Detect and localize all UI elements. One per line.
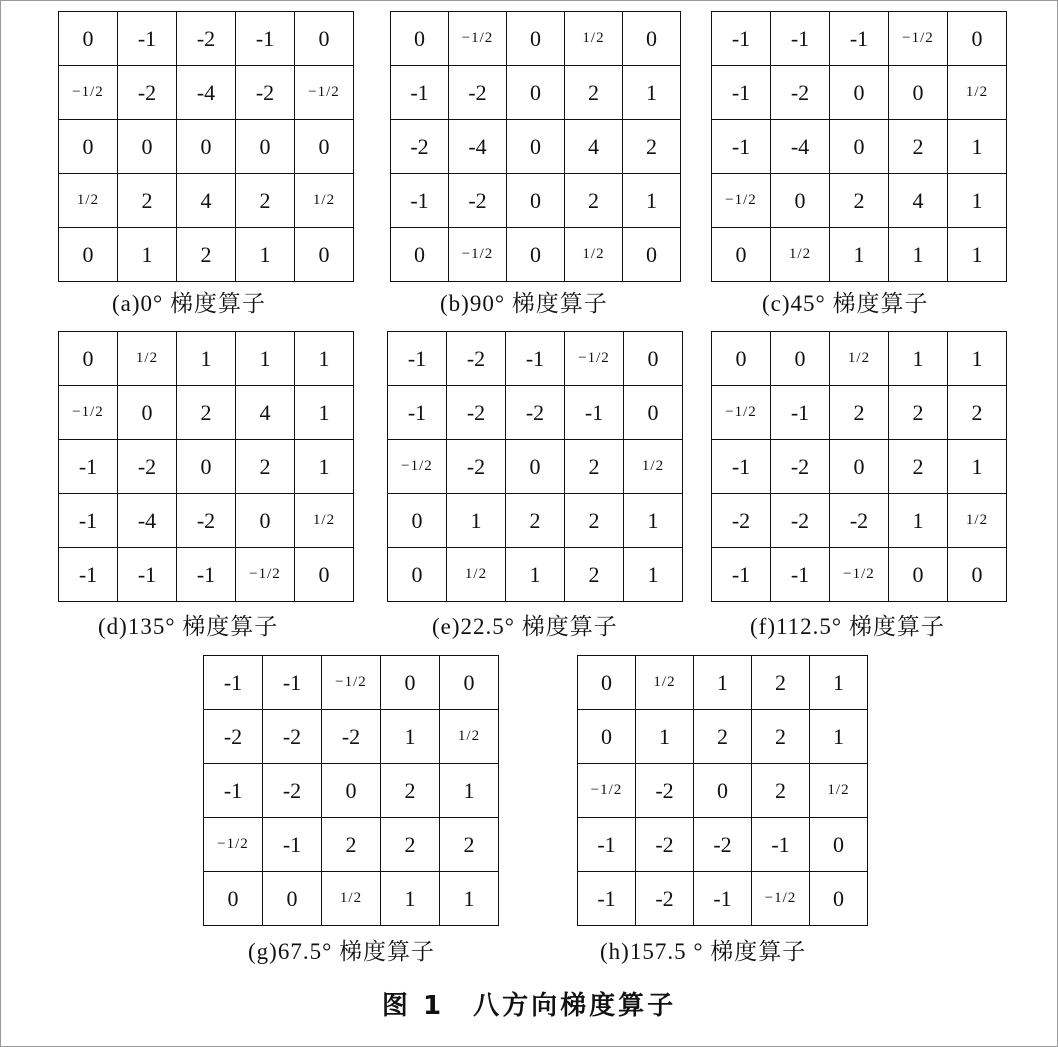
kernel-cell: −1/2 bbox=[449, 228, 507, 282]
kernel-cell: 1 bbox=[118, 228, 177, 282]
kernel-cell: -1 bbox=[712, 120, 771, 174]
kernel-cell: 2 bbox=[236, 440, 295, 494]
kernel-cell: 1/2 bbox=[118, 332, 177, 386]
kernel-cell: 0 bbox=[388, 494, 447, 548]
kernel-row bbox=[391, 66, 681, 120]
kernel-grid-135deg bbox=[58, 331, 354, 602]
kernel-cell: -1 bbox=[565, 386, 624, 440]
kernel-cell: 4 bbox=[177, 174, 236, 228]
kernel-cell: 2 bbox=[381, 818, 440, 872]
caption-d: (d)135° 梯度算子 bbox=[98, 614, 279, 639]
kernel-panel-g bbox=[203, 655, 499, 926]
kernel-cell: 0 bbox=[263, 872, 322, 926]
kernel-cell: 0 bbox=[507, 120, 565, 174]
kernel-cell: 0 bbox=[578, 656, 636, 710]
caption-b: (b)90° 梯度算子 bbox=[440, 291, 608, 316]
caption-a: (a)0° 梯度算子 bbox=[112, 291, 266, 316]
kernel-row bbox=[578, 818, 868, 872]
kernel-row bbox=[391, 12, 681, 66]
kernel-cell: 2 bbox=[177, 228, 236, 282]
kernel-panel-c bbox=[711, 11, 1007, 282]
caption-h: (h)157.5 ° 梯度算子 bbox=[600, 939, 807, 964]
kernel-cell: -1 bbox=[506, 332, 565, 386]
kernel-cell: -1 bbox=[771, 12, 830, 66]
kernel-cell: -1 bbox=[694, 872, 752, 926]
kernel-row bbox=[59, 332, 354, 386]
kernel-grid-0deg bbox=[58, 11, 354, 282]
kernel-cell: -4 bbox=[449, 120, 507, 174]
kernel-cell: 1/2 bbox=[810, 764, 868, 818]
kernel-cell: −1/2 bbox=[578, 764, 636, 818]
kernel-cell: -1 bbox=[204, 656, 263, 710]
kernel-cell: -1 bbox=[578, 818, 636, 872]
kernel-cell: −1/2 bbox=[712, 174, 771, 228]
kernel-cell: −1/2 bbox=[59, 66, 118, 120]
kernel-cell: 1 bbox=[889, 332, 948, 386]
kernel-row bbox=[59, 174, 354, 228]
kernel-row bbox=[578, 872, 868, 926]
kernel-cell: 0 bbox=[381, 656, 440, 710]
kernel-row bbox=[388, 440, 683, 494]
kernel-cell: -2 bbox=[391, 120, 449, 174]
kernel-cell: 0 bbox=[830, 440, 889, 494]
kernel-row bbox=[204, 872, 499, 926]
kernel-row bbox=[388, 548, 683, 602]
kernel-cell: 1 bbox=[236, 332, 295, 386]
kernel-cell: 0 bbox=[712, 228, 771, 282]
kernel-row bbox=[712, 548, 1007, 602]
kernel-cell: 2 bbox=[752, 656, 810, 710]
kernel-cell: -2 bbox=[636, 818, 694, 872]
kernel-row bbox=[712, 66, 1007, 120]
kernel-cell: 1 bbox=[381, 872, 440, 926]
kernel-row bbox=[712, 494, 1007, 548]
kernel-cell: 1 bbox=[948, 332, 1007, 386]
kernel-panel-b bbox=[390, 11, 681, 282]
kernel-cell: -2 bbox=[447, 386, 506, 440]
kernel-cell: -2 bbox=[712, 494, 771, 548]
kernel-panel-h bbox=[577, 655, 868, 926]
kernel-cell: 1 bbox=[295, 440, 354, 494]
kernel-cell: 0 bbox=[624, 332, 683, 386]
kernel-row bbox=[59, 440, 354, 494]
kernel-cell: 1 bbox=[694, 656, 752, 710]
kernel-cell: 0 bbox=[507, 228, 565, 282]
kernel-cell: 1/2 bbox=[565, 12, 623, 66]
kernel-cell: 1/2 bbox=[948, 494, 1007, 548]
kernel-cell: -4 bbox=[118, 494, 177, 548]
kernel-cell: 1/2 bbox=[322, 872, 381, 926]
kernel-cell: 0 bbox=[391, 228, 449, 282]
kernel-row bbox=[391, 120, 681, 174]
kernel-cell: 0 bbox=[810, 872, 868, 926]
kernel-row bbox=[59, 494, 354, 548]
kernel-cell: -1 bbox=[712, 66, 771, 120]
kernel-cell: 1 bbox=[177, 332, 236, 386]
kernel-cell: 1 bbox=[624, 494, 683, 548]
kernel-cell: 2 bbox=[565, 66, 623, 120]
kernel-cell: 0 bbox=[507, 12, 565, 66]
kernel-row bbox=[204, 710, 499, 764]
kernel-cell: 1 bbox=[295, 386, 354, 440]
kernel-cell: -2 bbox=[636, 764, 694, 818]
kernel-row bbox=[59, 386, 354, 440]
kernel-cell: 0 bbox=[236, 494, 295, 548]
kernel-cell: -1 bbox=[204, 764, 263, 818]
kernel-cell: 1 bbox=[440, 764, 499, 818]
kernel-cell: -2 bbox=[204, 710, 263, 764]
kernel-cell: 1 bbox=[830, 228, 889, 282]
kernel-cell: -1 bbox=[177, 548, 236, 602]
kernel-cell: 1 bbox=[381, 710, 440, 764]
kernel-cell: −1/2 bbox=[59, 386, 118, 440]
kernel-row bbox=[388, 494, 683, 548]
kernel-grid-67-5deg bbox=[203, 655, 499, 926]
kernel-cell: -2 bbox=[636, 872, 694, 926]
kernel-cell: 2 bbox=[830, 386, 889, 440]
kernel-cell: -2 bbox=[694, 818, 752, 872]
kernel-cell: -2 bbox=[447, 440, 506, 494]
kernel-cell: -2 bbox=[506, 386, 565, 440]
kernel-row bbox=[59, 120, 354, 174]
caption-e: (e)22.5° 梯度算子 bbox=[432, 614, 618, 639]
kernel-row bbox=[712, 440, 1007, 494]
kernel-grid-157-5deg bbox=[577, 655, 868, 926]
kernel-cell: 2 bbox=[322, 818, 381, 872]
kernel-row bbox=[204, 656, 499, 710]
kernel-cell: 0 bbox=[810, 818, 868, 872]
kernel-cell: 0 bbox=[59, 228, 118, 282]
kernel-cell: -2 bbox=[771, 440, 830, 494]
kernel-cell: -1 bbox=[263, 818, 322, 872]
kernel-cell: -1 bbox=[388, 332, 447, 386]
kernel-panel-d bbox=[58, 331, 354, 602]
kernel-cell: -2 bbox=[118, 440, 177, 494]
kernel-cell: 0 bbox=[624, 386, 683, 440]
kernel-cell: -1 bbox=[388, 386, 447, 440]
kernel-cell: 2 bbox=[694, 710, 752, 764]
kernel-row bbox=[712, 174, 1007, 228]
kernel-cell: 1 bbox=[295, 332, 354, 386]
kernel-cell: 1 bbox=[623, 66, 681, 120]
kernel-row bbox=[712, 386, 1007, 440]
kernel-cell: -1 bbox=[263, 656, 322, 710]
kernel-cell: 4 bbox=[565, 120, 623, 174]
kernel-cell: −1/2 bbox=[449, 12, 507, 66]
kernel-cell: −1/2 bbox=[889, 12, 948, 66]
kernel-cell: −1/2 bbox=[322, 656, 381, 710]
kernel-cell: 0 bbox=[830, 66, 889, 120]
kernel-cell: -2 bbox=[177, 494, 236, 548]
kernel-cell: −1/2 bbox=[388, 440, 447, 494]
kernel-cell: 0 bbox=[712, 332, 771, 386]
kernel-cell: -1 bbox=[59, 548, 118, 602]
kernel-grid-22-5deg bbox=[387, 331, 683, 602]
kernel-cell: 0 bbox=[388, 548, 447, 602]
kernel-cell: 0 bbox=[694, 764, 752, 818]
kernel-cell: 0 bbox=[948, 548, 1007, 602]
kernel-cell: 1/2 bbox=[624, 440, 683, 494]
kernel-cell: 2 bbox=[889, 120, 948, 174]
caption-c: (c)45° 梯度算子 bbox=[762, 291, 929, 316]
kernel-cell: 0 bbox=[507, 66, 565, 120]
figure-title: 图 1 八方向梯度算子 bbox=[381, 991, 677, 1021]
kernel-cell: -4 bbox=[177, 66, 236, 120]
kernel-cell: 1/2 bbox=[636, 656, 694, 710]
kernel-cell: 2 bbox=[236, 174, 295, 228]
kernel-cell: -2 bbox=[263, 764, 322, 818]
kernel-cell: 0 bbox=[204, 872, 263, 926]
kernel-cell: 0 bbox=[507, 174, 565, 228]
kernel-row bbox=[712, 332, 1007, 386]
kernel-cell: 1 bbox=[236, 228, 295, 282]
kernel-cell: 2 bbox=[118, 174, 177, 228]
kernel-cell: -1 bbox=[830, 12, 889, 66]
kernel-cell: -2 bbox=[449, 174, 507, 228]
kernel-cell: 1 bbox=[889, 494, 948, 548]
kernel-cell: 1 bbox=[948, 120, 1007, 174]
kernel-grid-90deg bbox=[390, 11, 681, 282]
kernel-cell: -1 bbox=[771, 386, 830, 440]
kernel-cell: -1 bbox=[118, 548, 177, 602]
kernel-row bbox=[59, 66, 354, 120]
kernel-row bbox=[712, 228, 1007, 282]
kernel-row bbox=[712, 12, 1007, 66]
kernel-cell: 0 bbox=[623, 12, 681, 66]
kernel-cell: -1 bbox=[59, 440, 118, 494]
kernel-cell: -2 bbox=[118, 66, 177, 120]
kernel-cell: -2 bbox=[322, 710, 381, 764]
kernel-cell: −1/2 bbox=[204, 818, 263, 872]
kernel-cell: 2 bbox=[565, 174, 623, 228]
kernel-cell: 0 bbox=[506, 440, 565, 494]
kernel-cell: 2 bbox=[889, 440, 948, 494]
kernel-cell: -2 bbox=[177, 12, 236, 66]
kernel-cell: 0 bbox=[440, 656, 499, 710]
kernel-cell: 2 bbox=[889, 386, 948, 440]
kernel-cell: 0 bbox=[177, 120, 236, 174]
kernel-row bbox=[204, 764, 499, 818]
kernel-cell: -2 bbox=[236, 66, 295, 120]
kernel-cell: 1/2 bbox=[59, 174, 118, 228]
kernel-cell: 0 bbox=[889, 66, 948, 120]
kernel-cell: -1 bbox=[578, 872, 636, 926]
kernel-cell: 2 bbox=[830, 174, 889, 228]
kernel-cell: 2 bbox=[565, 494, 624, 548]
kernel-grid-112-5deg bbox=[711, 331, 1007, 602]
kernel-cell: -1 bbox=[712, 548, 771, 602]
kernel-cell: 1/2 bbox=[440, 710, 499, 764]
kernel-cell: 2 bbox=[440, 818, 499, 872]
kernel-cell: 0 bbox=[578, 710, 636, 764]
kernel-cell: 0 bbox=[948, 12, 1007, 66]
kernel-cell: -2 bbox=[771, 66, 830, 120]
kernel-cell: 1 bbox=[948, 228, 1007, 282]
kernel-cell: 0 bbox=[59, 12, 118, 66]
kernel-cell: 2 bbox=[752, 710, 810, 764]
kernel-cell: -1 bbox=[391, 66, 449, 120]
kernel-cell: -1 bbox=[118, 12, 177, 66]
kernel-row bbox=[578, 764, 868, 818]
kernel-cell: 1 bbox=[447, 494, 506, 548]
kernel-row bbox=[391, 174, 681, 228]
kernel-cell: 1/2 bbox=[295, 174, 354, 228]
kernel-cell: −1/2 bbox=[830, 548, 889, 602]
kernel-row bbox=[388, 386, 683, 440]
kernel-cell: 1 bbox=[810, 656, 868, 710]
kernel-cell: 1 bbox=[623, 174, 681, 228]
kernel-row bbox=[59, 228, 354, 282]
kernel-cell: 1 bbox=[636, 710, 694, 764]
kernel-cell: 0 bbox=[771, 332, 830, 386]
kernel-row bbox=[388, 332, 683, 386]
kernel-cell: 2 bbox=[177, 386, 236, 440]
kernel-cell: -1 bbox=[712, 12, 771, 66]
kernel-row bbox=[204, 818, 499, 872]
kernel-cell: 1/2 bbox=[565, 228, 623, 282]
kernel-cell: -1 bbox=[712, 440, 771, 494]
kernel-cell: 0 bbox=[295, 228, 354, 282]
kernel-cell: 2 bbox=[565, 548, 624, 602]
kernel-cell: 1/2 bbox=[771, 228, 830, 282]
kernel-cell: -1 bbox=[752, 818, 810, 872]
kernel-cell: 1/2 bbox=[295, 494, 354, 548]
kernel-cell: −1/2 bbox=[712, 386, 771, 440]
kernel-cell: -1 bbox=[391, 174, 449, 228]
kernel-cell: 0 bbox=[889, 548, 948, 602]
kernel-cell: 2 bbox=[381, 764, 440, 818]
kernel-cell: 0 bbox=[295, 120, 354, 174]
kernel-cell: 0 bbox=[118, 386, 177, 440]
kernel-grid-45deg bbox=[711, 11, 1007, 282]
kernel-cell: −1/2 bbox=[752, 872, 810, 926]
kernel-cell: −1/2 bbox=[295, 66, 354, 120]
kernel-cell: 0 bbox=[623, 228, 681, 282]
kernel-cell: 0 bbox=[59, 332, 118, 386]
kernel-cell: -2 bbox=[447, 332, 506, 386]
kernel-cell: -1 bbox=[59, 494, 118, 548]
kernel-cell: 1 bbox=[948, 174, 1007, 228]
kernel-cell: -2 bbox=[771, 494, 830, 548]
kernel-cell: 1 bbox=[624, 548, 683, 602]
kernel-cell: −1/2 bbox=[236, 548, 295, 602]
kernel-cell: 0 bbox=[830, 120, 889, 174]
kernel-cell: 0 bbox=[177, 440, 236, 494]
kernel-cell: 1/2 bbox=[447, 548, 506, 602]
kernel-cell: 0 bbox=[295, 12, 354, 66]
kernel-cell: -1 bbox=[236, 12, 295, 66]
kernel-row bbox=[391, 228, 681, 282]
kernel-cell: −1/2 bbox=[565, 332, 624, 386]
caption-g: (g)67.5° 梯度算子 bbox=[248, 939, 436, 964]
kernel-cell: -2 bbox=[263, 710, 322, 764]
kernel-row bbox=[712, 120, 1007, 174]
kernel-cell: -2 bbox=[449, 66, 507, 120]
kernel-row bbox=[59, 12, 354, 66]
kernel-cell: 4 bbox=[889, 174, 948, 228]
kernel-cell: -2 bbox=[830, 494, 889, 548]
kernel-row bbox=[59, 548, 354, 602]
kernel-cell: -4 bbox=[771, 120, 830, 174]
kernel-cell: 2 bbox=[565, 440, 624, 494]
kernel-cell: -1 bbox=[771, 548, 830, 602]
kernel-row bbox=[578, 710, 868, 764]
kernel-cell: 0 bbox=[771, 174, 830, 228]
kernel-cell: 1/2 bbox=[830, 332, 889, 386]
kernel-cell: 2 bbox=[948, 386, 1007, 440]
kernel-cell: 1 bbox=[948, 440, 1007, 494]
kernel-cell: 0 bbox=[236, 120, 295, 174]
kernel-cell: 2 bbox=[752, 764, 810, 818]
kernel-cell: 1 bbox=[889, 228, 948, 282]
kernel-cell: 1 bbox=[810, 710, 868, 764]
kernel-cell: 4 bbox=[236, 386, 295, 440]
kernel-cell: 0 bbox=[295, 548, 354, 602]
kernel-panel-f bbox=[711, 331, 1007, 602]
caption-f: (f)112.5° 梯度算子 bbox=[750, 614, 945, 639]
kernel-cell: 0 bbox=[118, 120, 177, 174]
kernel-cell: 0 bbox=[322, 764, 381, 818]
kernel-cell: 2 bbox=[506, 494, 565, 548]
kernel-cell: 1 bbox=[440, 872, 499, 926]
kernel-cell: 0 bbox=[59, 120, 118, 174]
kernel-row bbox=[578, 656, 868, 710]
kernel-panel-e bbox=[387, 331, 683, 602]
kernel-cell: 2 bbox=[623, 120, 681, 174]
kernel-cell: 0 bbox=[391, 12, 449, 66]
kernel-cell: 1/2 bbox=[948, 66, 1007, 120]
kernel-panel-a bbox=[58, 11, 354, 282]
kernel-cell: 1 bbox=[506, 548, 565, 602]
